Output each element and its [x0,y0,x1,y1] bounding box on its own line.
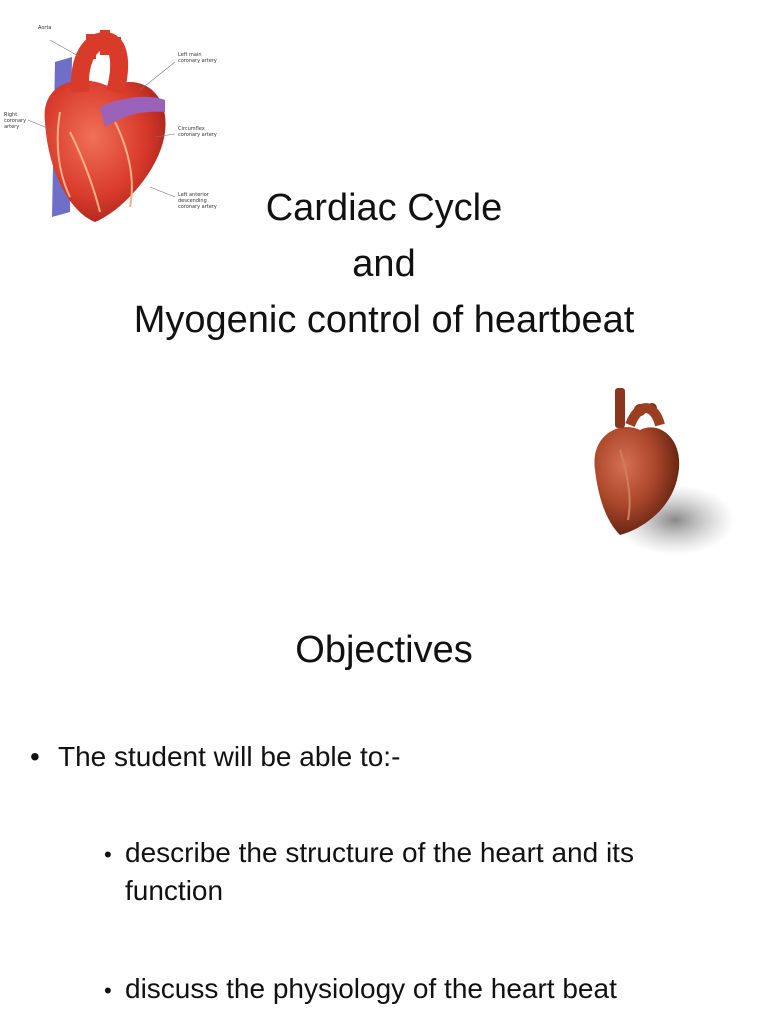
bullet-text: describe the structure of the heart and its function [125,837,634,906]
bullet-item [104,970,724,1008]
bullet-item [30,738,730,776]
label-left-main-coronary: Left main coronary artery [178,52,217,64]
bullet-dot-icon: • [30,741,40,772]
label-aorta: Aorta [38,25,52,31]
bullet-item [104,834,724,910]
title-line-2: and [352,243,416,285]
bullet-text: discuss the physiology of the heart beat [125,973,617,1004]
heart-photo [580,380,740,565]
objectives-heading: Objectives [295,629,473,671]
title-line-3: Myogenic control of heartbeat [133,299,635,341]
bullet-dot-icon: • [104,842,112,867]
heart-photo-svg [580,380,740,565]
bullet-text: The student will be able to:- [58,741,401,772]
label-right-coronary: Right coronary artery [4,112,27,130]
slide-title [60,180,708,348]
title-line-1: Cardiac Cycle [265,187,503,229]
bullet-dot-icon: • [104,978,112,1003]
label-circumflex: Circumflex coronary artery [178,126,217,138]
label-lad: Left anterior descending coronary artery [178,192,217,210]
